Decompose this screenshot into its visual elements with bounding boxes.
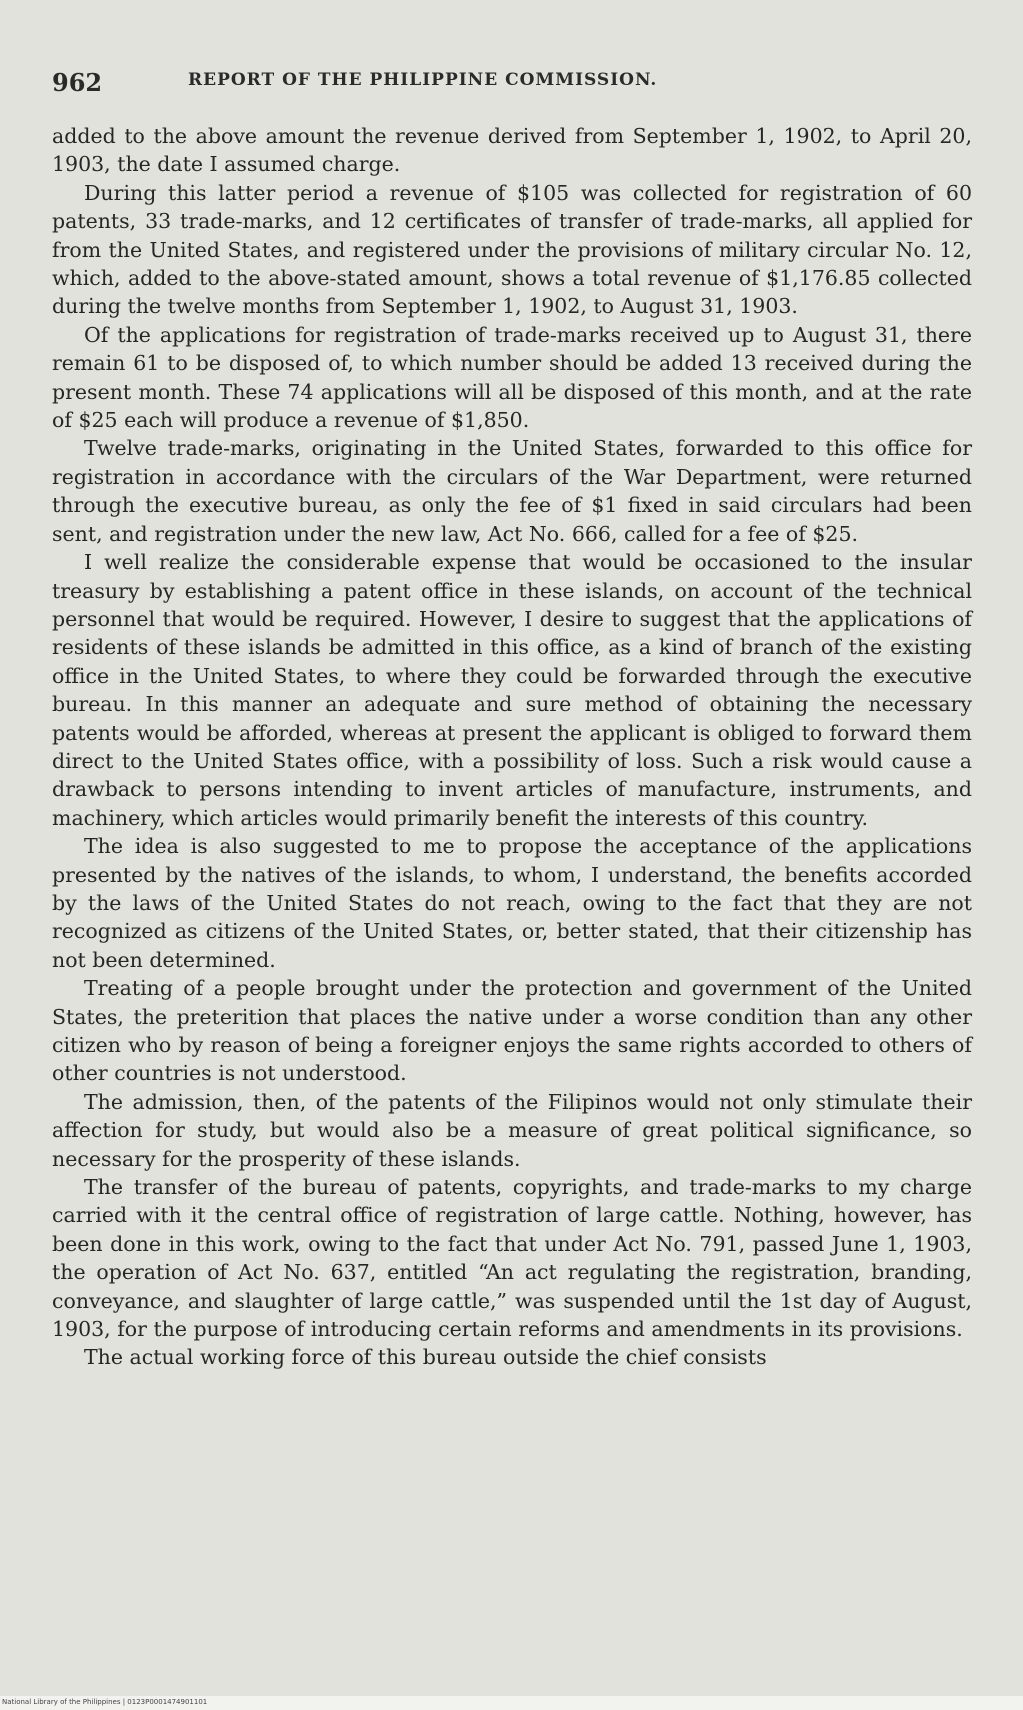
footer-credit: National Library of the Philippines | 0123P0001474901101: [2, 1698, 208, 1706]
paragraph: The idea is also suggested to me to propose the acceptance of the applications presented by the natives of the islands, to whom, I understand, the benefits accorded by the laws of the United States do not reach, owing to the fact that they are not recognized as citizens of the United States, or, better stated, that their citizenship has not been determined.: [52, 834, 972, 972]
paragraph: added to the above amount the revenue derived from September 1, 1902, to April 20, 1903, the date I assumed charge.: [52, 124, 972, 177]
page-header: [52, 62, 982, 102]
page-number: 962: [52, 68, 103, 97]
paragraph: Of the applications for registration of trade-marks received up to August 31, there remain 61 to be disposed of, to which number should be added 13 received during the present month. These 74 applications will all be disposed of this month, and at the rate of $25 each will produce a revenue of $1,850.: [52, 322, 972, 433]
paragraph: Treating of a people brought under the protection and government of the United States, the preterition that places the native under a worse condition than any other citizen who by reason of being a foreigner enjoys the same rights accorded to others of other countries is not understood.: [52, 976, 972, 1086]
paragraph: The actual working force of this bureau outside the chief consists: [84, 1345, 767, 1370]
paragraph: The transfer of the bureau of patents, copyrights, and trade-marks to my charge carried with it the central office of registration of large cattle. Nothing, however, has been done in this work, owing to the fact that under Act No. 791, passed June 1, 1903, the operation of Act No. 637, entitled “An act regulating the registration, branding, conveyance, and slaughter of large cattle,” was suspended until the 1st day of August, 1903, for the purpose of introducing certain reforms and amendments in its provisions.: [52, 1175, 972, 1342]
running-head: REPORT OF THE PHILIPPINE COMMISSION.: [188, 70, 658, 90]
paragraph: During this latter period a revenue of $105 was collected for registration of 60 patents, 33 trade-marks, and 12 certificates of transfer of trade-marks, all applied for from the United States, and registered under the provisions of military circular No. 12, which, added to the above-stated amount, shows a total revenue of $1,176.85 collected during the twelve months from September 1, 1902, to August 31, 1903.: [52, 180, 972, 319]
body-text: [52, 122, 972, 1372]
paragraph: The admission, then, of the patents of the Filipinos would not only stimulate their affection for study, but would also be a measure of great political significance, so necessary for the prosperity of these islands.: [52, 1089, 972, 1171]
paragraph: I well realize the considerable expense that would be occasioned to the insular treasury by establishing a patent office in these islands, on account of the technical personnel that would be required. However, I desire to suggest that the applications of residents of these islands be admitted in this office, as a kind of branch of the existing office in the United States, to where they could be forwarded through the executive bureau. In this manner an adequate and sure method of obtaining the necessary patents would be afforded, whereas at present the applicant is obliged to forward them direct to the United States office, with a possibility of loss. Such a risk would cause a drawback to persons intending to invent articles of manufacture, instruments, and machinery, which articles would primarily benefit the interests of this country.: [52, 550, 972, 830]
paragraph: Twelve trade-marks, originating in the United States, forwarded to this office for registration in accordance with the circulars of the War Department, were returned through the executive bureau, as only the fee of $1 fixed in said circulars had been sent, and registration under the new law, Act No. 666, called for a fee of $25.: [52, 436, 972, 546]
